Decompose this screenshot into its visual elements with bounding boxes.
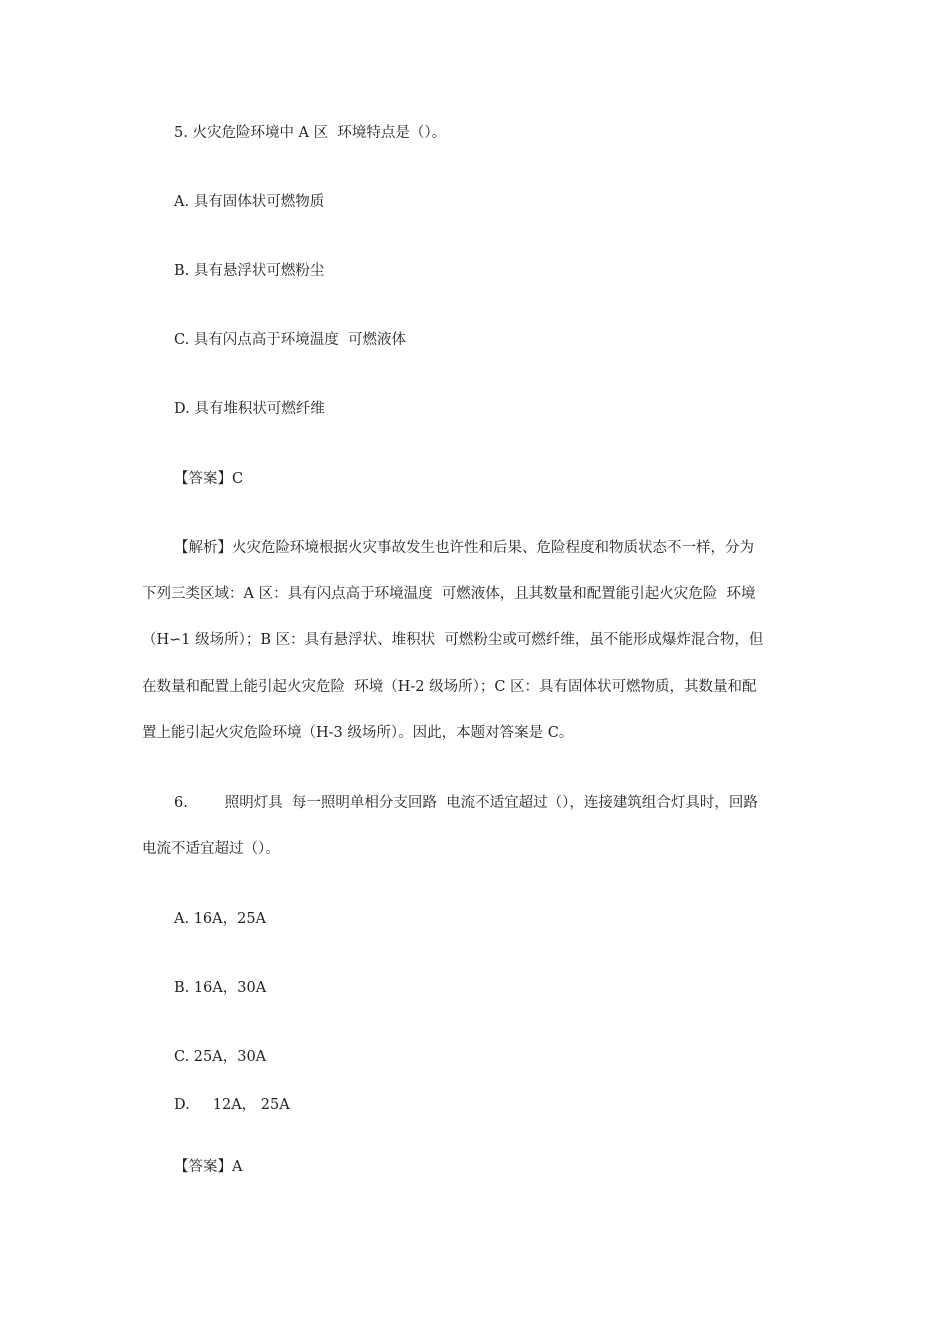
q5-stem: 5. 火灾危险环境中 A 区 环境特点是（）。 bbox=[174, 125, 447, 141]
q5-analysis-line: 在数量和配置上能引起火灾危险 环境（H-2 级场所）；C 区：具有固体状可燃物质，其数量和配 bbox=[142, 679, 757, 695]
q5-option-d: D. 具有堆积状可燃纤维 bbox=[174, 401, 325, 417]
q6-option-d: D. 12A， 25A bbox=[174, 1097, 290, 1113]
q6-option-a: A. 16A，25A bbox=[174, 911, 267, 927]
q5-analysis-line: 【解析】火灾危险环境根据火灾事故发生也许性和后果、危险程度和物质状态不一样，分为 bbox=[174, 540, 754, 556]
q5-answer: 【答案】C bbox=[174, 471, 244, 487]
q6-option-b: B. 16A，30A bbox=[174, 980, 267, 996]
q5-option-c: C. 具有闪点高于环境温度 可燃液体 bbox=[174, 332, 407, 348]
q6-stem-line: 电流不适宜超过（）。 bbox=[142, 841, 280, 857]
q5-analysis-line: （H∽1 级场所）；B 区：具有悬浮状、堆积状 可燃粉尘或可燃纤维，虽不能形成爆炸混合物，但 bbox=[142, 632, 764, 648]
q5-option-b: B. 具有悬浮状可燃粉尘 bbox=[174, 263, 325, 279]
q6-option-c: C. 25A，30A bbox=[174, 1049, 267, 1065]
q6-answer: 【答案】A bbox=[174, 1159, 243, 1175]
q6-stem-line: 6. 照明灯具 每一照明单相分支回路 电流不适宜超过（），连接建筑组合灯具时，回路 bbox=[174, 795, 758, 811]
q5-option-a: A. 具有固体状可燃物质 bbox=[174, 194, 325, 210]
q5-analysis-line: 下列三类区域：A 区：具有闪点高于环境温度 可燃液体，且其数量和配置能引起火灾危险 环境 bbox=[142, 586, 756, 602]
q5-analysis-line: 置上能引起火灾危险环境（H-3 级场所）。因此，本题对答案是 C。 bbox=[142, 725, 574, 741]
